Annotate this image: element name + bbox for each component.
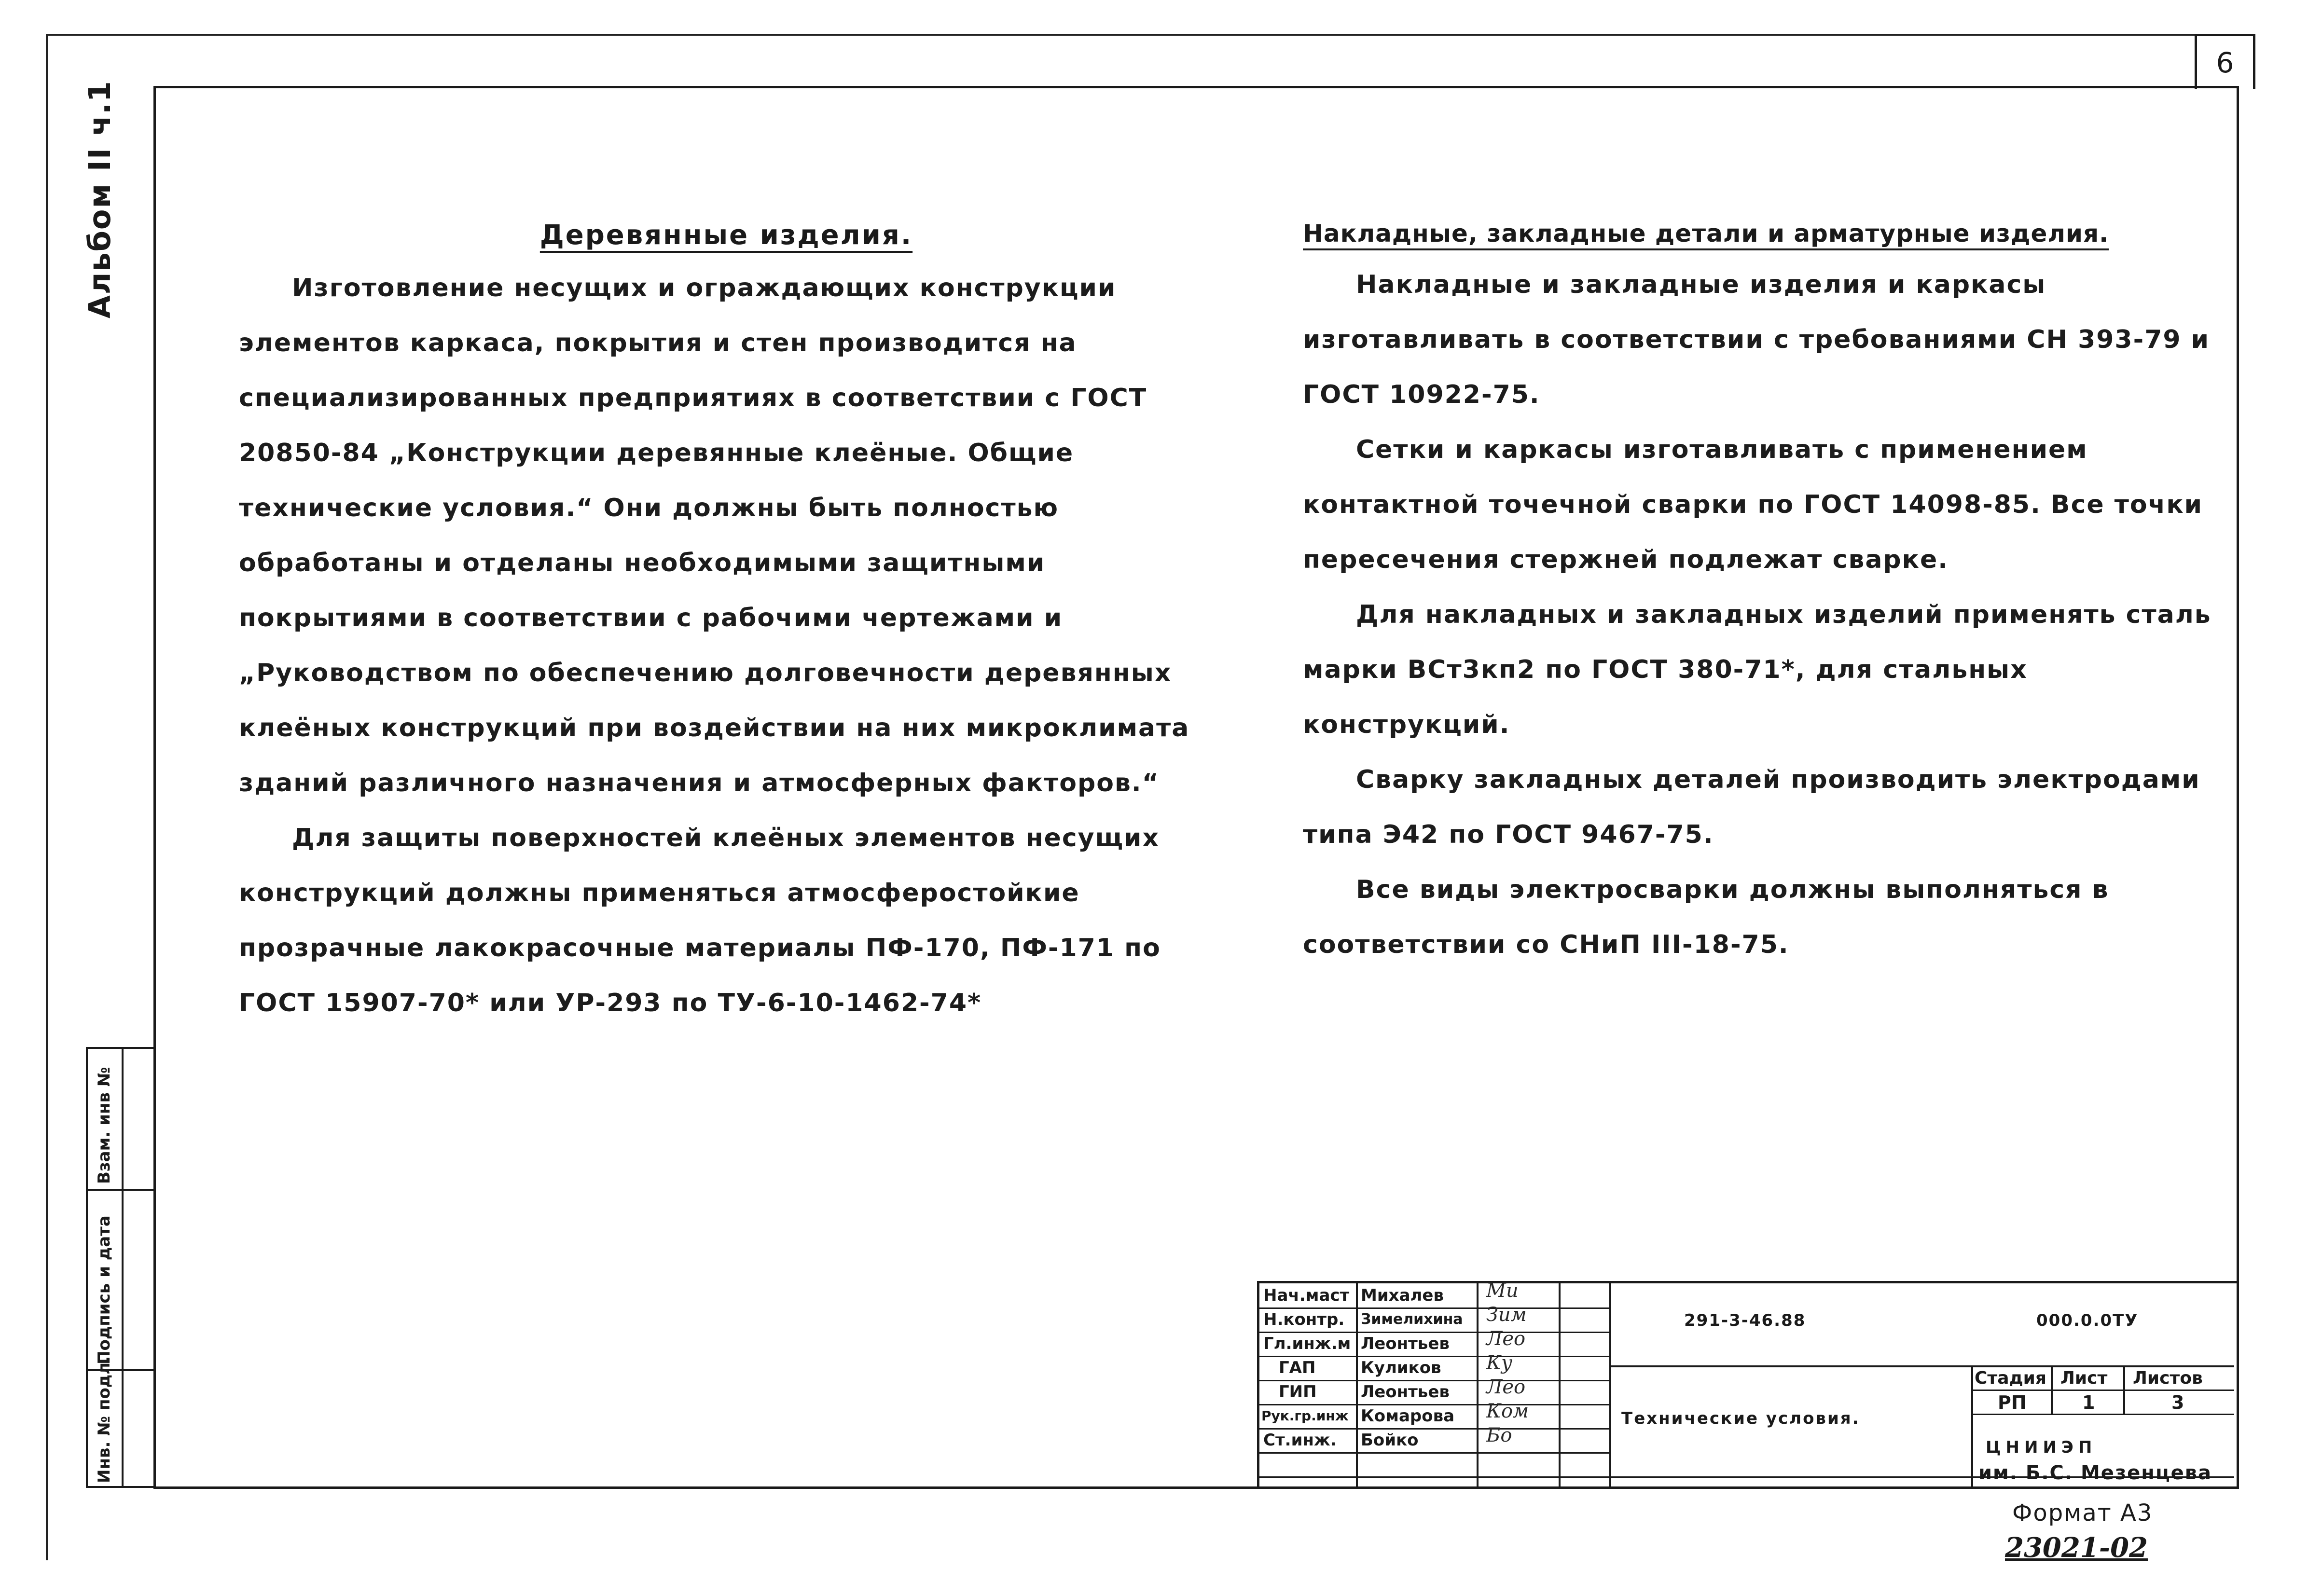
sheet-code: 000.0.0ТУ bbox=[2036, 1311, 2139, 1330]
section-heading: Накладные, закладные детали и арматурные изделия. bbox=[1303, 220, 2109, 248]
stage-value: РП bbox=[1998, 1392, 2027, 1413]
signature: Ми bbox=[1486, 1280, 1519, 1302]
name-cell: Зимелихина bbox=[1361, 1311, 1463, 1328]
name-cell: Михалев bbox=[1361, 1286, 1444, 1305]
paragraph: Изготовление несущих и ограждающих конструкции элементов каркаса, покрытия и стен производится на специализированных предприятиях в соответствии с ГОСТ 20850-84 „Конструкции деревянные клеёные. Общие технические условия.“ Они должны быть полностью обработаны и отделаны необходимыми защитными покрытиями в соответствии с рабочими чертежами и „Руководством по обеспечению долговечности деревянных клеёных конструкций при воздействии на них микроклимата зданий различного назначения и атмосферных факторов.“ bbox=[239, 274, 1190, 798]
role-cell: ГИП bbox=[1279, 1382, 1317, 1402]
signature: Зим bbox=[1486, 1304, 1527, 1326]
signature-date-label: Подпись и дата bbox=[95, 1215, 114, 1364]
side-stamp-signature-date bbox=[88, 1191, 122, 1369]
organization-name: ЦНИИЭП bbox=[1986, 1438, 2097, 1457]
name-cell: Бойко bbox=[1361, 1431, 1419, 1450]
role-cell: Рук.гр.инж bbox=[1261, 1408, 1349, 1424]
role-cell: Гл.инж.м bbox=[1263, 1334, 1351, 1353]
sheet-value: 1 bbox=[2082, 1392, 2095, 1413]
title-block bbox=[1257, 1281, 2237, 1489]
paragraph: Все виды электросварки должны выполняться в соответствии со СНиП III-18-75. bbox=[1303, 875, 2109, 959]
name-cell: Леонтьев bbox=[1361, 1382, 1450, 1402]
document-title: Технические условия. bbox=[1621, 1409, 1860, 1428]
tb-row-line bbox=[1259, 1452, 1609, 1454]
document-code: 291-3-46.88 bbox=[1684, 1311, 1806, 1330]
wooden-products-section bbox=[239, 220, 1214, 1031]
signature: Бо bbox=[1486, 1424, 1512, 1446]
inventory-number: 23021-02 bbox=[2005, 1532, 2148, 1564]
stage-header: Стадия bbox=[1975, 1368, 2046, 1388]
role-cell: Ст.инж. bbox=[1263, 1431, 1337, 1450]
role-cell: Нач.маст bbox=[1263, 1286, 1350, 1305]
signature: Ком bbox=[1486, 1400, 1529, 1422]
album-label-text: Альбом II ч.1 bbox=[82, 80, 117, 318]
tb-divider bbox=[1971, 1365, 1973, 1486]
signature: Лео bbox=[1486, 1376, 1526, 1398]
section-heading: Деревянные изделия. bbox=[539, 220, 913, 251]
name-cell: Куликов bbox=[1361, 1358, 1441, 1377]
paragraph: Накладные и закладные изделия и каркасы изготавливать в соответствии с требованиями СН 393-79 и ГОСТ 10922-75. bbox=[1303, 270, 2210, 409]
replace-inv-label: Взам. инв № bbox=[95, 1067, 114, 1184]
section-body bbox=[239, 261, 1214, 1031]
format-label: Формат А3 bbox=[2012, 1500, 2153, 1527]
name-cell: Комарова bbox=[1361, 1406, 1455, 1426]
role-cell: ГАП bbox=[1279, 1358, 1316, 1377]
inv-no-label: Инв. № подл. bbox=[95, 1356, 114, 1483]
sheets-header: Листов bbox=[2133, 1368, 2203, 1388]
organization-subtitle: им. Б.С. Мезенцева bbox=[1978, 1462, 2212, 1484]
tb-divider bbox=[1559, 1283, 1561, 1486]
name-cell: Леонтьев bbox=[1361, 1334, 1450, 1353]
sheet-number: 6 bbox=[2195, 34, 2255, 89]
role-cell: Н.контр. bbox=[1263, 1310, 1345, 1329]
side-stamp-inv-no bbox=[88, 1356, 122, 1486]
sheets-value: 3 bbox=[2171, 1392, 2184, 1413]
paragraph: Для накладных и закладных изделий применять сталь марки ВСт3кп2 по ГОСТ 380-71*, для стальных конструкций. bbox=[1303, 600, 2211, 739]
side-stamp-replace-inv bbox=[88, 1049, 122, 1189]
signature: Ку bbox=[1486, 1352, 1513, 1374]
paragraph: Сварку закладных деталей производить электродами типа Э42 по ГОСТ 9467-75. bbox=[1303, 765, 2200, 849]
section-body bbox=[1303, 257, 2220, 972]
signature: Лео bbox=[1486, 1328, 1526, 1350]
tb-divider bbox=[1356, 1283, 1358, 1486]
tb-divider bbox=[1477, 1283, 1479, 1486]
sheet-header: Лист bbox=[2060, 1368, 2108, 1388]
side-stamp bbox=[86, 1047, 155, 1488]
embedded-parts-section bbox=[1303, 220, 2220, 972]
paragraph: Для защиты поверхностей клеёных элементов несущих конструкций должны применяться атмосферостойкие прозрачные лакокрасочные материалы ПФ-170, ПФ-171 по ГОСТ 15907-70* или УР-293 по ТУ-6-10-1462-74* bbox=[239, 824, 1161, 1018]
tb-divider bbox=[1609, 1283, 1611, 1486]
album-label bbox=[82, 80, 121, 318]
paragraph: Сетки и каркасы изготавливать с применением контактной точечной сварки по ГОСТ 14098-85. Все точки пересечения стержней подлежат сварке. bbox=[1303, 435, 2203, 574]
